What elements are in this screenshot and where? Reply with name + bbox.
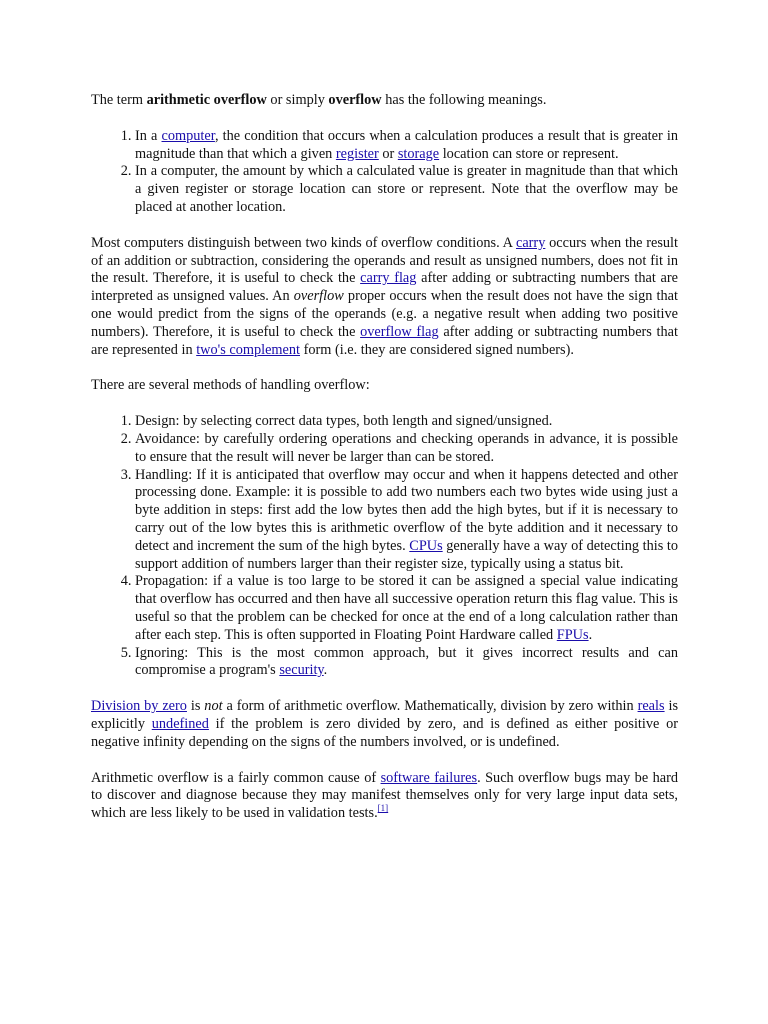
meaning-item-1: 1. In a computer, the condition that occurs when a calculation produces a result that is greater in magnitude than that which a given register or storage location can store or represent. xyxy=(135,128,678,164)
link-carry[interactable]: carry xyxy=(515,234,546,251)
method-avoidance: 2. Avoidance: by carefully ordering operations and checking operands in advance, it is possible to ensure that the result will never be larger than can be stored. xyxy=(135,431,678,467)
link-fpus[interactable]: FPUs xyxy=(556,626,589,643)
reference-link[interactable]: [1] xyxy=(377,803,389,814)
em-not: not xyxy=(204,698,223,715)
link-security[interactable]: security xyxy=(279,662,324,679)
link-software-failures[interactable]: software failures xyxy=(380,769,478,786)
document-page xyxy=(91,92,678,823)
methods-intro: There are several methods of handling overflow: xyxy=(91,377,370,394)
link-computer[interactable]: computer xyxy=(161,127,215,144)
em-overflow: overflow xyxy=(293,288,344,305)
link-carry-flag[interactable]: carry flag xyxy=(360,270,417,287)
methods-list xyxy=(91,413,678,680)
method-ignoring: 5. Ignoring: This is the most common approach, but it gives incorrect results and can compromise a program's security. xyxy=(135,645,678,681)
link-storage[interactable]: storage xyxy=(397,145,440,162)
method-propagation: 4. Propagation: if a value is too large to be stored it can be assigned a special value indicating that overflow has occurred and then have all successive operation return this flag value. This is useful so that the problem can be checked for once at the end of a long calculation rather than after each step. This is often supported in Floating Point Hardware called FPUs. xyxy=(135,573,678,644)
meanings-list xyxy=(91,128,678,217)
term-overflow: overflow xyxy=(328,92,382,108)
overflow-kinds-paragraph: Most computers distinguish between two kinds of overflow conditions. A carry occurs when the result of an addition or subtraction, considering the operands and result as unsigned numbers, does not fit in the result. Therefore, it is useful to check the carry flag after adding or subtracting numbers that are interpreted as unsigned values. An overflow proper occurs when the result does not have the sign that one would predict from the signs of the operands (e.g. a negative result when adding two positive numbers). Therefore, it is useful to check the overflow flag after adding or subtracting numbers that are represented in two's complement form (i.e. they are considered signed numbers). xyxy=(91,234,678,358)
link-undefined[interactable]: undefined xyxy=(151,715,209,732)
link-reals[interactable]: reals xyxy=(637,698,665,715)
meaning-item-2: 2. In a computer, the amount by which a calculated value is greater in magnitude than that which a given register or storage location can store or represent. Note that the overflow may be placed at another location. xyxy=(135,163,678,216)
division-paragraph: Division by zero is not a form of arithmetic overflow. Mathematically, division by zero within reals is explicitly undefined if the problem is zero divided by zero, and is defined as either positive or negative infinity depending on the signs of the numbers involved, or is undefined. xyxy=(91,698,679,750)
link-twos-complement[interactable]: two's complement xyxy=(196,341,301,358)
method-handling: 3. Handling: If it is anticipated that overflow may occur and when it happens detected and other processing done. Example: it is possible to add two numbers each two bytes wide using just a byte addition in steps: first add the low bytes then add the high bytes, but if it is necessary to carry out of the low bytes this is arithmetic overflow of the byte addition and it necessary to detect and increment the sum of the high bytes. CPUs generally have a way of detecting this to support addition of numbers larger than their register size, typically using a status bit. xyxy=(135,467,678,574)
intro-paragraph: The term arithmetic overflow or simply overflow has the following meanings. xyxy=(91,92,547,108)
term-arithmetic-overflow: arithmetic overflow xyxy=(146,92,267,108)
failures-paragraph: Arithmetic overflow is a fairly common cause of software failures. Such overflow bugs may be hard to discover and diagnose because they may manifest themselves only for very large input data sets, which are less likely to be used in validation tests.[1] xyxy=(91,769,679,822)
link-division-by-zero[interactable]: Division by zero xyxy=(91,698,187,715)
method-design: 1. Design: by selecting correct data types, both length and signed/unsigned. xyxy=(135,413,678,431)
link-overflow-flag[interactable]: overflow flag xyxy=(360,323,439,340)
link-cpus[interactable]: CPUs xyxy=(409,537,443,554)
link-register[interactable]: register xyxy=(335,145,379,162)
